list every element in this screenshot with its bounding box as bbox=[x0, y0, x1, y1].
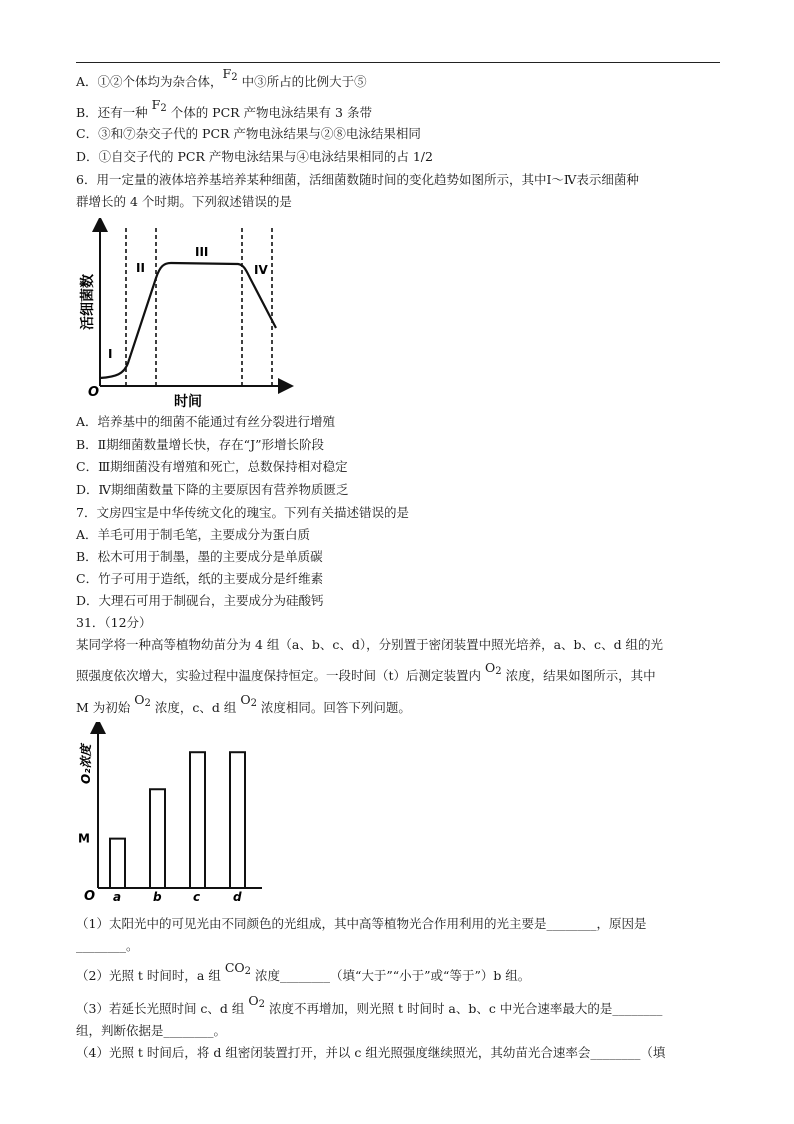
bar-b bbox=[150, 789, 165, 888]
q5-option-a: A．①②个体均为杂合体，$F_2$ 中③所占的比例大于⑤ bbox=[76, 66, 367, 89]
q31-sub1-line2: ________。 bbox=[76, 938, 139, 953]
q5-option-d: D．①自交子代的 PCR 产物电泳结果与④电泳结果相同的占 1/2 bbox=[76, 149, 433, 164]
q6-option-b: B．Ⅱ期细菌数量增长快，存在“J”形增长阶段 bbox=[76, 437, 324, 452]
bar-d bbox=[230, 752, 245, 888]
q7-option-c: C．竹子可用于造纸，纸的主要成分是纤维素 bbox=[76, 571, 324, 586]
chart-y-tick-m: M bbox=[78, 831, 90, 846]
q7-stem: 7．文房四宝是中华传统文化的瑰宝。下列有关描述错误的是 bbox=[76, 505, 409, 520]
bar-label-a: a bbox=[113, 890, 122, 904]
bar-a bbox=[110, 839, 125, 888]
header-rule bbox=[76, 62, 720, 63]
q6-phase-label-4: IV bbox=[254, 263, 268, 277]
q31-sub3-line1: （3）若延长光照时间 c、d 组 $O_2$ 浓度不再增加，则光照 t 时间时 a、b、c 中光合速率最大的是________ bbox=[76, 993, 663, 1016]
q6-origin-label: O bbox=[88, 385, 100, 400]
q6-x-label: 时间 bbox=[174, 394, 202, 410]
q5-option-b: B．还有一种 $F_2$ 个体的 PCR 产物电泳结果有 3 条带 bbox=[76, 97, 372, 120]
q6-phase-label-3: III bbox=[195, 245, 209, 259]
q7-option-b: B．松木可用于制墨，墨的主要成分是单质碳 bbox=[76, 549, 323, 564]
q7-option-d: D．大理石可用于制砚台，主要成分为硅酸钙 bbox=[76, 593, 324, 608]
q6-phase-label-2: II bbox=[136, 261, 145, 275]
q6-stem-line2: 群增长的 4 个时期。下列叙述错误的是 bbox=[76, 194, 292, 209]
chart-y-label: O₂浓度 bbox=[79, 744, 93, 784]
q31-sub4: （4）光照 t 时间后，将 d 组密闭装置打开，并以 c 组光照强度继续照光，其幼苗光合速率会________（填 bbox=[76, 1045, 666, 1060]
q31-sub1-line1: （1）太阳光中的可见光由不同颜色的光组成，其中高等植物光合作用利用的光主要是________，原因是 bbox=[76, 916, 647, 931]
bar-label-b: b bbox=[153, 890, 162, 904]
q6-option-a: A．培养基中的细菌不能通过有丝分裂进行增殖 bbox=[76, 414, 336, 429]
bar-label-d: d bbox=[233, 890, 242, 904]
bar-c bbox=[190, 752, 205, 888]
q31-header: 31．（12分） bbox=[76, 615, 152, 630]
q6-growth-curve-figure bbox=[76, 218, 296, 410]
q31-stem-line1: 某同学将一种高等植物幼苗分为 4 组（a、b、c、d），分别置于密闭装置中照光培养，a、b、c、d 组的光 bbox=[76, 637, 664, 652]
q6-stem-line1: 6．用一定量的液体培养基培养某种细菌，活细菌数随时间的变化趋势如图所示，其中Ⅰ～Ⅳ表示细菌种 bbox=[76, 172, 639, 187]
q6-phase-label-1: I bbox=[108, 347, 113, 361]
q31-sub3-line2: 组，判断依据是________。 bbox=[76, 1023, 227, 1038]
q6-y-label: 活细菌数 bbox=[80, 274, 96, 330]
q7-option-a: A．羊毛可用于制毛笔，主要成分为蛋白质 bbox=[76, 527, 311, 542]
q31-o2-bar-chart bbox=[76, 722, 276, 912]
q31-stem-line2: 照强度依次增大，实验过程中温度保持恒定。一段时间（t）后测定装置内 $O_2$ 浓度，结果如图所示，其中 bbox=[76, 660, 656, 683]
q31-stem-line3: M 为初始 $O_2$ 浓度，c、d 组 $O_2$ 浓度相同。回答下列问题。 bbox=[76, 692, 411, 715]
q31-sub2: （2）光照 t 时间时，a 组 $CO_2$ 浓度________（填“大于”“小于”或“等于”）b 组。 bbox=[76, 960, 531, 983]
q6-option-d: D．Ⅳ期细菌数量下降的主要原因有营养物质匮乏 bbox=[76, 482, 349, 497]
q6-option-c: C．Ⅲ期细菌没有增殖和死亡，总数保持相对稳定 bbox=[76, 459, 348, 474]
bar-label-c: c bbox=[193, 890, 201, 904]
q5-option-c: C．③和⑦杂交子代的 PCR 产物电泳结果与②⑧电泳结果相同 bbox=[76, 126, 421, 141]
chart-origin-label: O bbox=[84, 889, 96, 904]
